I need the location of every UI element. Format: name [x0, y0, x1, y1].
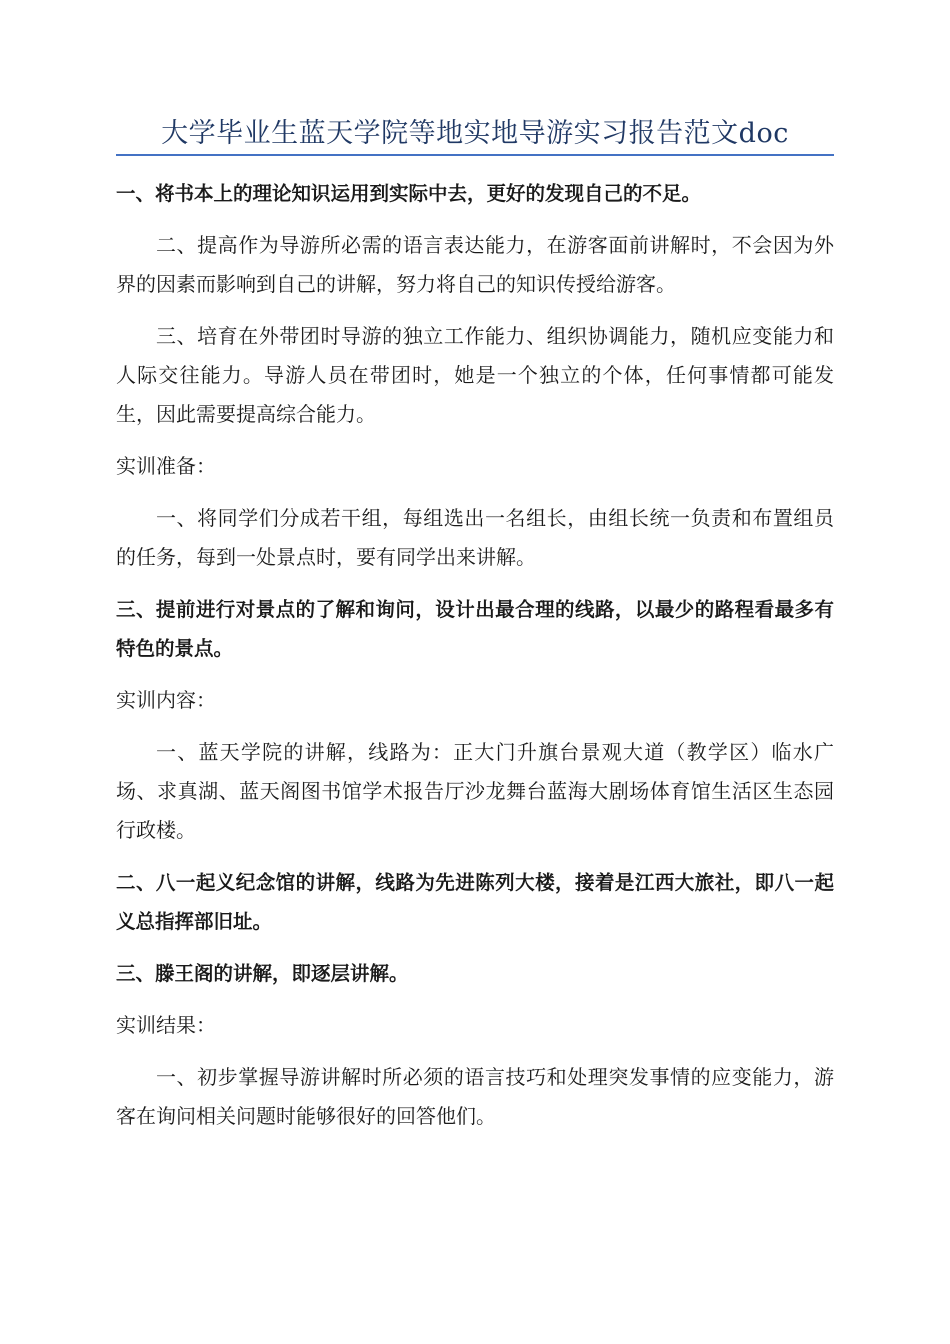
title-underline	[116, 154, 834, 156]
paragraph: 三、培育在外带团时导游的独立工作能力、组织协调能力，随机应变能力和人际交往能力。导游人员在带团时，她是一个独立的个体，任何事情都可能发生，因此需要提高综合能力。	[116, 324, 834, 426]
paragraph: 二、提高作为导游所必需的语言表达能力，在游客面前讲解时，不会因为外界的因素而影响到自己的讲解，努力将自己的知识传授给游客。	[116, 233, 834, 296]
section-heading: 实训结果：	[116, 1013, 216, 1037]
paragraph: 一、蓝天学院的讲解，线路为：正大门升旗台景观大道（教学区）临水广场、求真湖、蓝天阁图书馆学术报告厅沙龙舞台蓝海大剧场体育馆生活区生态园行政楼。	[116, 740, 834, 842]
paragraph: 三、滕王阁的讲解，即逐层讲解。	[116, 962, 409, 985]
section-heading: 实训准备：	[116, 454, 216, 478]
paragraph: 三、提前进行对景点的了解和询问，设计出最合理的线路，以最少的路程看最多有特色的景点。	[116, 598, 834, 660]
paragraph: 一、初步掌握导游讲解时所必须的语言技巧和处理突发事情的应变能力，游客在询问相关问题时能够很好的回答他们。	[116, 1065, 834, 1128]
paragraph: 一、将同学们分成若干组，每组选出一名组长，由组长统一负责和布置组员的任务，每到一处景点时，要有同学出来讲解。	[116, 506, 834, 569]
document-title: 大学毕业生蓝天学院等地实地导游实习报告范文doc	[161, 118, 789, 149]
paragraph: 一、将书本上的理论知识运用到实际中去，更好的发现自己的不足。	[116, 182, 702, 205]
document-body	[116, 174, 834, 1149]
paragraph: 二、八一起义纪念馆的讲解，线路为先进陈列大楼，接着是江西大旅社，即八一起义总指挥部旧址。	[116, 871, 834, 933]
section-heading: 实训内容：	[116, 688, 216, 712]
